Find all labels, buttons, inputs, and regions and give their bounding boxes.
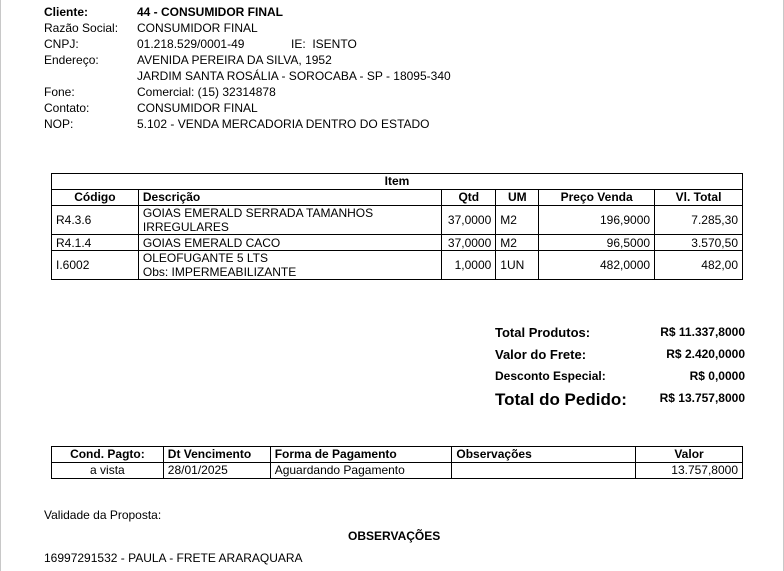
cell-codigo: R4.3.6 — [52, 206, 139, 235]
header-um: UM — [496, 190, 539, 206]
descricao-line2: IRREGULARES — [142, 220, 229, 234]
cell-obs — [452, 463, 636, 479]
cliente-label: Cliente: — [44, 5, 89, 19]
total-pedido-label: Total do Pedido: — [495, 390, 627, 409]
cell-valor: 13.757,8000 — [636, 463, 743, 479]
observacoes-text: 16997291532 - PAULA - FRETE ARARAQUARA — [44, 551, 303, 565]
desconto-label: Desconto Especial: — [495, 369, 606, 383]
header-dt-vencimento: Dt Vencimento — [163, 447, 270, 463]
valor-frete-value: R$ 2.420,0000 — [666, 347, 745, 361]
header-preco: Preço Venda — [539, 190, 655, 206]
header-codigo: Código — [52, 190, 139, 206]
ie-field — [291, 36, 357, 52]
descricao-line1: GOIAS EMERALD SERRADA TAMANHOS — [142, 206, 374, 220]
left-border — [0, 0, 1, 571]
header-qtd: Qtd — [442, 190, 496, 206]
cell-um: M2 — [496, 206, 539, 235]
observacoes-title: OBSERVAÇÕES — [348, 529, 441, 543]
valor-frete-row — [495, 347, 745, 369]
razao-label: Razão Social: — [44, 21, 119, 35]
items-table — [51, 173, 743, 280]
cell-preco: 196,9000 — [539, 206, 655, 235]
payment-table — [51, 446, 743, 479]
valor-frete-label: Valor do Frete: — [495, 347, 587, 362]
cell-qtd: 1,0000 — [442, 251, 496, 280]
cell-descricao — [138, 206, 441, 235]
cell-preco: 96,5000 — [539, 235, 655, 251]
cell-preco: 482,0000 — [539, 251, 655, 280]
cell-qtd: 37,0000 — [442, 235, 496, 251]
table-row — [52, 206, 743, 235]
contato-label: Contato: — [44, 101, 90, 115]
endereco-line2: JARDIM SANTA ROSÁLIA - SOROCABA - SP - 18095-340 — [137, 69, 451, 83]
table-row — [52, 251, 743, 280]
cell-venc: 28/01/2025 — [163, 463, 270, 479]
cell-codigo: I.6002 — [52, 251, 139, 280]
header-valor: Valor — [636, 447, 743, 463]
cell-total: 3.570,50 — [655, 235, 743, 251]
desconto-row — [495, 369, 745, 391]
header-descricao: Descrição — [138, 190, 441, 206]
cell-forma: Aguardando Pagamento — [270, 463, 452, 479]
nop-label: NOP: — [44, 117, 74, 131]
header-cond-pagto: Cond. Pagto: — [52, 447, 164, 463]
desconto-value: R$ 0,0000 — [689, 369, 745, 383]
razao-value: CONSUMIDOR FINAL — [137, 21, 258, 35]
total-pedido-value: R$ 13.757,8000 — [659, 391, 745, 405]
nop-value: 5.102 - VENDA MERCADORIA DENTRO DO ESTADO — [137, 117, 430, 131]
fone-label: Fone: — [44, 85, 75, 99]
totals-block — [495, 325, 745, 413]
cell-descricao — [138, 251, 441, 280]
cell-codigo: R4.1.4 — [52, 235, 139, 251]
validade-label: Validade da Proposta: — [44, 508, 162, 522]
cell-total: 7.285,30 — [655, 206, 743, 235]
table-row — [52, 463, 743, 479]
cnpj-value: 01.218.529/0001-49 — [137, 37, 245, 51]
endereco-label: Endereço: — [44, 53, 99, 67]
total-produtos-row — [495, 325, 745, 347]
cnpj-label: CNPJ: — [44, 37, 79, 51]
descricao-line2: Obs: IMPERMEABILIZANTE — [142, 265, 297, 279]
ie-value: ISENTO — [312, 37, 357, 51]
header-observacoes: Observações — [452, 447, 636, 463]
total-pedido-row — [495, 391, 745, 413]
header-total: Vl. Total — [655, 190, 743, 206]
header-forma-pagamento: Forma de Pagamento — [270, 447, 452, 463]
ie-label: IE: — [291, 37, 306, 51]
cell-total: 482,00 — [655, 251, 743, 280]
total-produtos-label: Total Produtos: — [495, 325, 591, 340]
cell-qtd: 37,0000 — [442, 206, 496, 235]
table-row — [52, 235, 743, 251]
total-produtos-value: R$ 11.337,8000 — [660, 325, 745, 339]
cell-um: M2 — [496, 235, 539, 251]
endereco-line1: AVENIDA PEREIRA DA SILVA, 1952 — [137, 53, 332, 67]
cell-cond: a vista — [52, 463, 164, 479]
items-title: Item — [52, 174, 743, 190]
cell-um: 1UN — [496, 251, 539, 280]
cliente-value: 44 - CONSUMIDOR FINAL — [137, 5, 284, 19]
cell-descricao: GOIAS EMERALD CACO — [138, 235, 441, 251]
descricao-line1: OLEOFUGANTE 5 LTS — [142, 251, 269, 265]
fone-value: Comercial: (15) 32314878 — [137, 85, 276, 99]
contato-value: CONSUMIDOR FINAL — [137, 101, 258, 115]
